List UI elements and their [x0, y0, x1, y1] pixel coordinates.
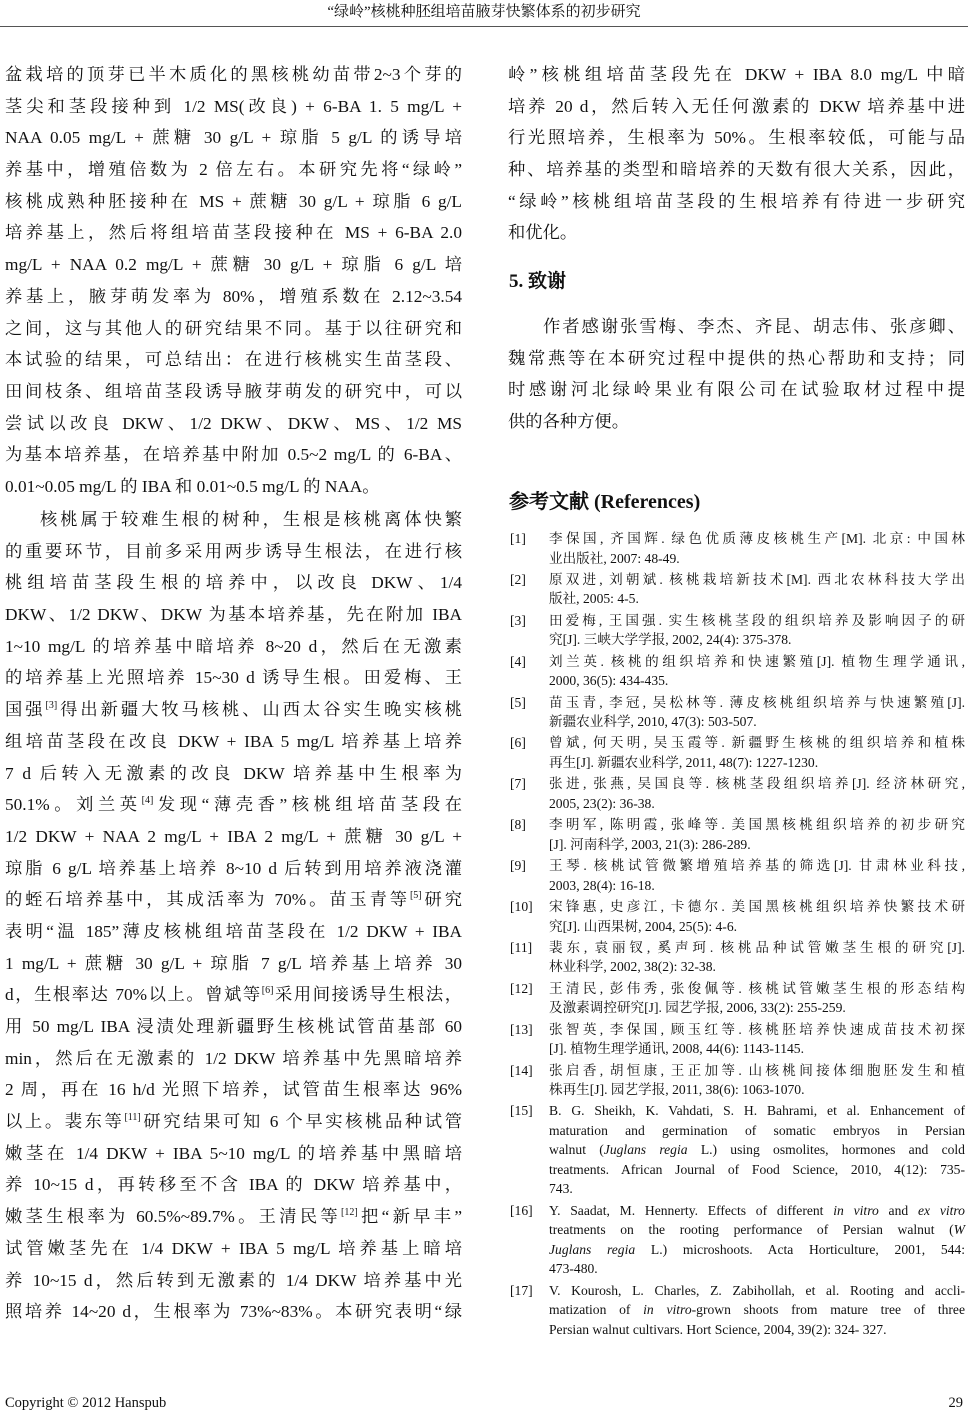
reference-line: 刘兰英. 核桃的组织培养和快速繁殖[J]. 植物生理学通讯,: [549, 653, 965, 669]
reference-line: 2003, 28(4): 16-18.: [549, 877, 655, 893]
text-line: mg/L + NAA 0.2 mg/L + 蔗糖 30 g/L + 琼脂 6 g/L 培: [5, 255, 462, 275]
text-segment: 的蛭石培养基中，其成活率为 70%。苗玉青等: [5, 890, 410, 910]
text-line: 养 10~15 d，再转移至不含 IBA 的 DKW 培养基中，: [5, 1175, 462, 1195]
header-rule: [0, 26, 968, 27]
citation-superscript: [6]: [261, 985, 274, 997]
reference-line: 株再生[J]. 园艺学报, 2011, 38(6): 1063-1070.: [549, 1082, 805, 1098]
text-segment: d，生根率达 70%以上。曾斌等: [5, 985, 262, 1005]
reference-number: [9]: [510, 858, 526, 874]
text-segment: 国强: [5, 700, 46, 720]
reference-line: 究[J]. 三峡大学学报, 2002, 24(4): 375-378.: [549, 632, 792, 648]
reference-number: [7]: [510, 776, 526, 792]
text-segment: 研究结果可知 6 个早实核桃品种试管: [140, 1112, 462, 1132]
text-line: 供的各种方便。: [508, 412, 629, 432]
reference-line: 再生[J]. 新疆农业科学, 2011, 48(7): 1227-1230.: [549, 754, 819, 770]
reference-line: 版社, 2005: 4-5.: [549, 591, 639, 607]
text-line: 的培养基上光照培养 15~30 d 诱导生根。田爱梅、王: [5, 668, 462, 688]
text-line: 用 50 mg/L IBA 浸渍处理新疆野生核桃试管苗基部 60: [5, 1017, 462, 1036]
text-line: 桃组培苗茎段生根的培养中，以改良 DKW、1/4: [5, 573, 462, 593]
reference-number: [17]: [510, 1282, 533, 1298]
reference-item: [508, 815, 965, 854]
text-line: 培养基上，然后将组培苗茎段接种在 MS + 6-BA 2.0: [5, 223, 462, 243]
reference-line: 王琴. 核桃试管微繁增殖培养基的筛选[J]. 甘肃林业科技,: [549, 858, 965, 874]
text-segment: -grown shoots from mature tree of three: [691, 1302, 965, 1318]
text-line: 1/2 DKW + NAA 2 mg/L + IBA 2 mg/L + 蔗糖 30 g/L +: [5, 826, 462, 846]
text-segment: 以上。裴东等: [5, 1112, 125, 1132]
reference-line: 裴东, 袁丽钗, 奚声珂. 核桃品种试管嫩茎生根的研究[J].: [549, 939, 965, 955]
right-continuation-paragraph: [508, 59, 965, 249]
reference-line: [549, 1201, 965, 1221]
text-line: 本试验的结果，可总结出：在进行核桃实生苗茎段、: [5, 350, 462, 370]
reference-line: 田爱梅, 王国强. 实生核桃茎段的组织培养及影响因子的研: [549, 612, 965, 628]
reference-line: [J]. 植物生理学通讯, 2008, 44(6): 1143-1145.: [549, 1041, 804, 1057]
reference-number: [11]: [510, 939, 533, 955]
text-line: 核桃属于较难生根的树种，生根是核桃离体快繁: [40, 510, 462, 529]
reference-line: 宋锋惠, 史彦江, 卡德尔. 美国黑核桃组织培养快繁技术研: [549, 899, 965, 915]
reference-number: [6]: [510, 735, 526, 751]
reference-line: 李保国, 齐国辉. 绿色优质薄皮核桃生产[M]. 北京: 中国林: [549, 531, 965, 546]
text-line: 琼脂 6 g/L 培养基上培养 8~10 d 后转到用培养液浇灌: [5, 858, 462, 878]
citation-superscript: [3]: [45, 700, 58, 712]
reference-line: 李明军, 陈明霞, 张峰等. 美国黑核桃组织培养的初步研究: [549, 817, 965, 833]
text-line: 嫩茎在 1/4 DKW + IBA 5~10 mg/L 的培养基中黑暗培: [5, 1143, 462, 1163]
text-segment: and: [878, 1202, 918, 1218]
text-segment: L.) using osmolites, hormones and cold: [687, 1142, 965, 1158]
reference-number: [3]: [510, 612, 526, 628]
text-segment: 发现“薄壳香”核桃组培苗茎段在: [153, 795, 462, 815]
text-line: 养基中，增殖倍数为 2 倍左右。本研究先将“绿岭”: [5, 160, 462, 180]
text-line: 养 10~15 d，然后转到无激素的 1/4 DKW 培养基中光: [5, 1270, 462, 1290]
section-heading-references: 参考文献 (References): [509, 491, 701, 513]
reference-item: [508, 1201, 965, 1279]
reference-item: [508, 1281, 965, 1340]
text-line: 的重要环节，目前多采用两步诱导生根法，在进行核: [5, 541, 462, 561]
text-segment: 得出新疆大牧马核桃、山西太谷实生晚实核桃: [57, 700, 462, 720]
text-line: [5, 884, 462, 916]
text-line: 行光照培养，生根率为 50%。生根率较低，可能与品: [508, 128, 965, 148]
reference-number: [4]: [510, 653, 526, 669]
text-line: 时感谢河北绿岭果业有限公司在试验取材过程中提: [508, 380, 965, 400]
reference-line: treatments. African Journal of Food Science, 2010, 4(12): 735-: [549, 1161, 965, 1177]
reference-number: [14]: [510, 1062, 533, 1078]
reference-number: [5]: [510, 694, 526, 710]
footer-page-number: 29: [948, 1395, 963, 1411]
citation-superscript: [12]: [341, 1207, 358, 1219]
text-line: 尝试以改良 DKW、1/2 DKW、DKW、MS、1/2 MS: [5, 413, 462, 433]
text-line: 和优化。: [508, 223, 578, 243]
reference-line: [J]. 河南科学, 2003, 21(3): 286-289.: [549, 836, 751, 852]
reference-line: B. G. Sheikh, K. Vahdati, S. H. Bahrami, et al. Enhancement of: [549, 1103, 965, 1119]
reference-number: [12]: [510, 980, 533, 996]
reference-number: [16]: [510, 1202, 533, 1218]
left-paragraph-2: [5, 504, 462, 1328]
citation-superscript: [11]: [124, 1112, 141, 1124]
text-line: 2 周，再在 16 h/d 光照下培养，试管苗生根率达 96%: [5, 1080, 462, 1100]
reference-item: [508, 693, 965, 732]
text-line: [5, 694, 462, 726]
text-line: 作者感谢张雪梅、李杰、齐昆、胡志伟、张彦卿、: [543, 317, 965, 336]
section-heading-acknowledgement: 5. 致谢: [509, 271, 567, 292]
reference-number: [1]: [510, 531, 526, 546]
reference-line: V. Kourosh, L. Charles, Z. Zabihollah, et al. Rooting and accli-: [549, 1282, 965, 1298]
text-line: 核桃成熟种胚接种在 MS + 蔗糖 30 g/L + 琼脂 6 g/L: [5, 191, 462, 211]
text-line: [5, 789, 462, 821]
reference-line: [549, 1240, 965, 1260]
text-segment: treatments on the rooting performance of Persian walnut (: [549, 1222, 954, 1238]
text-segment: 研究: [421, 890, 462, 910]
reference-item: [508, 1020, 965, 1059]
text-line: 魏常燕等在本研究过程中提供的热心帮助和支持；同: [508, 348, 965, 368]
reference-line: 苗玉青, 李冠, 吴松林等. 薄皮核桃组织培养与快速繁殖[J].: [549, 694, 965, 710]
text-line: 试管嫩茎先在 1/4 DKW + IBA 5 mg/L 培养基上暗培: [5, 1238, 462, 1258]
text-line: 养基上，腋芽萌发率为 80%，增殖系数在 2.12~3.54: [5, 286, 462, 306]
reference-item: [508, 1101, 965, 1199]
reference-line: 473-480.: [549, 1261, 598, 1277]
reference-list: [508, 529, 965, 1341]
reference-line: [549, 1220, 965, 1240]
text-line: 培养 20 d，然后转入无任何激素的 DKW 培养基中进: [508, 96, 965, 116]
text-segment: L.) microshoots. Acta Horticulture, 2001, 544:: [635, 1241, 965, 1257]
italic-term: ex vitro: [917, 1202, 965, 1218]
left-paragraph-1: [5, 59, 462, 503]
text-line: 之间，这与其他人的研究结果不同。基于以往研究和: [5, 318, 462, 338]
reference-line: Persian walnut cultivars. Hort Science, 2004, 39(2): 324- 327.: [549, 1321, 887, 1337]
reference-item: [508, 938, 965, 977]
reference-line: 究[J]. 山西果树, 2004, 25(5): 4-6.: [549, 918, 738, 934]
reference-line: 743.: [549, 1181, 573, 1197]
text-line: 表明“温 185”薄皮核桃组培苗茎段在 1/2 DKW + IBA: [5, 921, 462, 941]
text-segment: Y. Saadat, M. Hennerty. Effects of different: [549, 1202, 834, 1218]
reference-line: 张智英, 李保国, 顾玉红等. 核桃胚培养快速成苗技术初探: [549, 1021, 965, 1037]
text-line: [5, 979, 462, 1011]
reference-line: 张进, 张燕, 吴国良等. 核桃茎段组织培养[J]. 经济林研究,: [549, 776, 965, 792]
reference-line: 张启香, 胡恒康, 王正加等. 山核桃间接体细胞胚发生和植: [549, 1062, 965, 1078]
text-segment: walnut (: [549, 1142, 604, 1158]
text-line: “绿岭”核桃组培苗茎段的生根培养有待进一步研究: [508, 191, 965, 211]
text-line: 1~10 mg/L 的培养基中暗培养 8~20 d，然后在无激素: [5, 636, 462, 656]
text-line: 照培养 14~20 d，生根率为 73%~83%。本研究表明“绿: [5, 1302, 462, 1322]
text-line: [5, 1106, 462, 1138]
reference-line: 及激素调控研究[J]. 园艺学报, 2006, 33(2): 255-259.: [549, 1000, 846, 1016]
text-line: 岭”核桃组培苗茎段先在 DKW + IBA 8.0 mg/L 中暗: [508, 65, 965, 84]
reference-line: maturation and germination of somatic embryos in Persian: [549, 1122, 965, 1138]
reference-line: 原双进, 刘朝斌. 核桃栽培新技术[M]. 西北农林科技大学出: [549, 571, 965, 587]
reference-line: 2000, 36(5): 434-435.: [549, 673, 669, 689]
reference-item: [508, 733, 965, 772]
text-line: 组培苗茎段在改良 DKW + IBA 5 mg/L 培养基上培养: [5, 731, 462, 751]
italic-term: Juglans regia: [603, 1142, 688, 1158]
text-line: 7 d 后转入无激素的改良 DKW 培养基中生根率为: [5, 763, 462, 783]
reference-number: [8]: [510, 817, 526, 833]
reference-item: [508, 1061, 965, 1100]
reference-item: [508, 570, 965, 609]
text-line: 0.01~0.05 mg/L 的 IBA 和 0.01~0.5 mg/L 的 NAA。: [5, 476, 380, 496]
reference-item: [508, 652, 965, 691]
reference-line: 曾斌, 何天明, 吴玉霞等. 新疆野生核桃的组织培养和植株: [549, 735, 965, 751]
text-line: 种、培养基的类型和暗培养的天数有很大关系，因此，: [508, 160, 965, 180]
reference-item: [508, 979, 965, 1018]
text-line: min，然后在无激素的 1/2 DKW 培养基中先黑暗培养: [5, 1048, 462, 1068]
text-line: NAA 0.05 mg/L + 蔗糖 30 g/L + 琼脂 5 g/L 的诱导培: [5, 128, 462, 148]
running-header: “绿岭”核桃种胚组培苗腋芽快繁体系的初步研究: [327, 4, 641, 20]
text-line: 田间枝条、组培苗茎段诱导腋芽萌发的研究中，可以: [5, 381, 462, 401]
text-line: 为基本培养基，在培养基中附加 0.5~2 mg/L 的 6-BA、: [5, 445, 462, 465]
reference-item: [508, 897, 965, 936]
reference-number: [15]: [510, 1103, 533, 1119]
italic-term: Juglans regia: [549, 1241, 636, 1257]
reference-number: [10]: [510, 899, 533, 915]
italic-term: in vitro: [643, 1302, 692, 1318]
reference-item: [508, 856, 965, 895]
acknowledgement-paragraph: [508, 311, 965, 438]
reference-line: 业出版社, 2007: 48-49.: [549, 550, 680, 566]
reference-item: [508, 774, 965, 813]
reference-number: [13]: [510, 1021, 533, 1037]
text-segment: 把“新早丰”: [357, 1207, 463, 1227]
text-line: 1 mg/L + 蔗糖 30 g/L + 琼脂 7 g/L 培养基上培养 30: [5, 953, 462, 973]
text-segment: 采用间接诱导生根法，: [273, 985, 462, 1005]
reference-line: 新疆农业科学, 2010, 47(3): 503-507.: [549, 714, 757, 730]
italic-term: in vitro: [833, 1202, 879, 1218]
text-line: 茎尖和茎段接种到 1/2 MS(改良) + 6-BA 1. 5 mg/L +: [5, 96, 462, 116]
citation-superscript: [5]: [409, 890, 422, 902]
reference-line: 林业科学, 2002, 38(2): 32-38.: [549, 959, 716, 975]
text-segment: matization of: [549, 1302, 644, 1318]
reference-line: [549, 1300, 965, 1320]
text-segment: 嫩茎生根率为 60.5%~89.7%。王清民等: [5, 1207, 342, 1227]
reference-line: 2005, 23(2): 36-38.: [549, 795, 655, 811]
text-segment: 50.1%。刘兰英: [5, 795, 142, 815]
reference-item: [508, 611, 965, 650]
citation-superscript: [4]: [141, 795, 154, 807]
text-line: DKW、1/2 DKW、DKW 为基本培养基，先在附加 IBA: [5, 605, 462, 625]
reference-line: [549, 1140, 965, 1160]
reference-item: [508, 529, 965, 568]
text-line: 盆栽培的顶芽已半木质化的黑核桃幼苗带2~3个芽的: [5, 65, 462, 84]
footer-copyright: Copyright © 2012 Hanspub: [5, 1395, 167, 1411]
reference-line: 王清民, 彭伟秀, 张俊佩等. 核桃试管嫩茎生根的形态结构: [549, 980, 965, 996]
italic-term: W: [953, 1222, 965, 1238]
reference-number: [2]: [510, 571, 526, 587]
text-line: [5, 1201, 462, 1233]
